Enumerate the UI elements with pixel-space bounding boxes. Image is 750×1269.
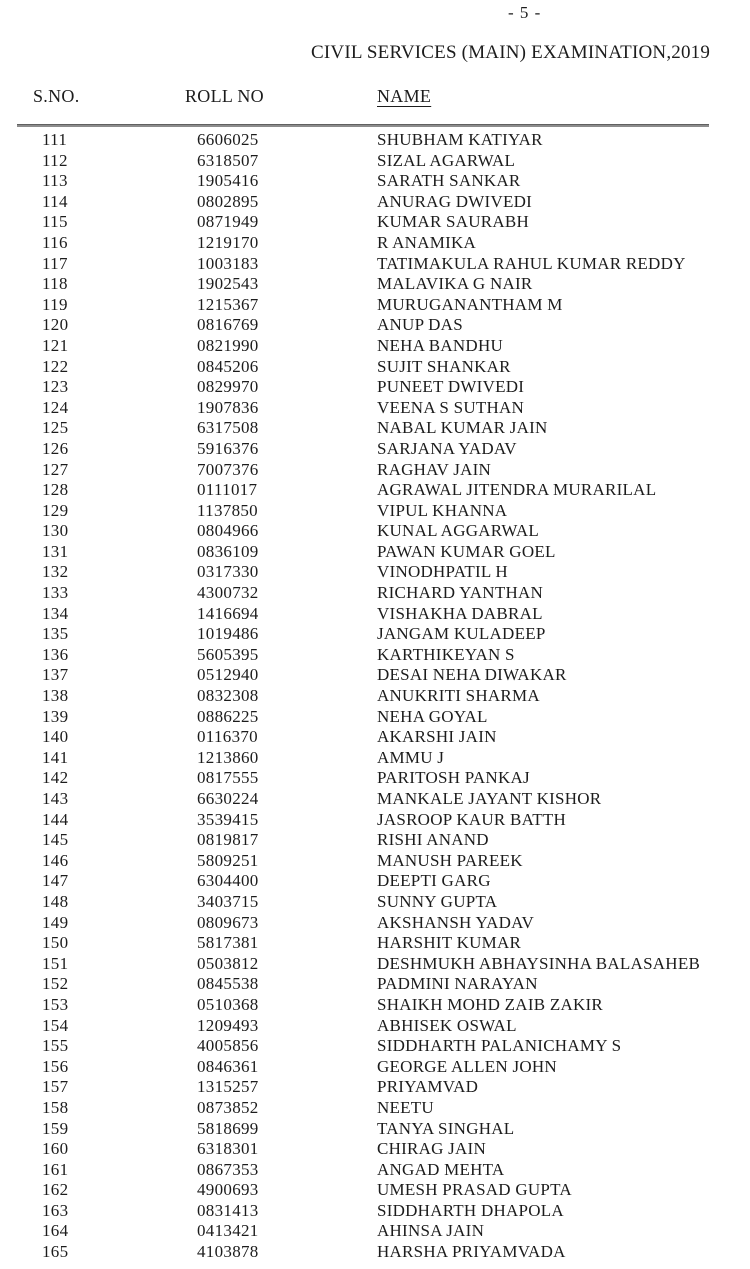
roll-cell: 5916376 (197, 438, 259, 458)
sno-cell: 131 (42, 541, 69, 561)
roll-cell: 0809673 (197, 912, 259, 932)
table-row (0, 171, 750, 192)
roll-cell: 4900693 (197, 1180, 259, 1200)
sno-cell: 137 (42, 665, 69, 685)
table-row (0, 192, 750, 213)
column-header-roll: ROLL NO (185, 86, 264, 106)
table-row (0, 1221, 750, 1242)
sno-cell: 128 (42, 480, 69, 500)
roll-cell: 5817381 (197, 933, 259, 953)
roll-cell: 3539415 (197, 809, 259, 829)
sno-cell: 133 (42, 583, 69, 603)
name-cell: SIDDHARTH PALANICHAMY S (377, 1036, 622, 1056)
name-cell: AMMU J (377, 747, 445, 767)
sno-cell: 160 (42, 1139, 69, 1159)
sno-cell: 136 (42, 644, 69, 664)
name-cell: PARITOSH PANKAJ (377, 768, 530, 788)
name-cell: HARSHIT KUMAR (377, 933, 522, 953)
name-cell: PADMINI NARAYAN (377, 974, 538, 994)
table-row (0, 501, 750, 522)
roll-cell: 0832308 (197, 686, 259, 706)
sno-cell: 164 (42, 1221, 69, 1241)
name-cell: JANGAM KULADEEP (377, 624, 546, 644)
roll-cell: 3403715 (197, 891, 259, 911)
roll-cell: 0816769 (197, 315, 259, 335)
sno-cell: 129 (42, 500, 69, 520)
roll-cell: 5818699 (197, 1118, 259, 1138)
table-row (0, 151, 750, 172)
sno-cell: 157 (42, 1077, 69, 1097)
name-cell: ANGAD MEHTA (377, 1159, 505, 1179)
table-row (0, 954, 750, 975)
sno-cell: 145 (42, 830, 69, 850)
roll-cell: 0111017 (197, 480, 258, 500)
roll-cell: 4103878 (197, 1242, 259, 1262)
sno-cell: 118 (42, 274, 68, 294)
sno-cell: 121 (42, 335, 69, 355)
name-cell: ANUP DAS (377, 315, 463, 335)
table-row (0, 398, 750, 419)
table-row (0, 1098, 750, 1119)
table-row (0, 604, 750, 625)
name-cell: AKSHANSH YADAV (377, 912, 534, 932)
table-row (0, 583, 750, 604)
sno-cell: 159 (42, 1118, 69, 1138)
table-row (0, 1242, 750, 1263)
name-cell: TATIMAKULA RAHUL KUMAR REDDY (377, 253, 686, 273)
table-row (0, 357, 750, 378)
sno-cell: 153 (42, 994, 69, 1014)
sno-cell: 116 (42, 232, 68, 252)
sno-cell: 148 (42, 891, 69, 911)
table-row (0, 274, 750, 295)
name-cell: ABHISEK OSWAL (377, 1015, 517, 1035)
name-cell: SHUBHAM KATIYAR (377, 130, 543, 149)
table-row (0, 974, 750, 995)
name-cell: KUMAR SAURABH (377, 212, 530, 232)
table-row (0, 562, 750, 583)
name-cell: NEHA GOYAL (377, 706, 488, 726)
sno-cell: 117 (42, 253, 68, 273)
name-cell: RAGHAV JAIN (377, 459, 492, 479)
name-cell: DESAI NEHA DIWAKAR (377, 665, 567, 685)
roll-cell: 0804966 (197, 521, 259, 541)
name-cell: PAWAN KUMAR GOEL (377, 541, 556, 561)
sno-cell: 114 (42, 191, 68, 211)
sno-cell: 130 (42, 521, 69, 541)
table-row (0, 933, 750, 954)
name-cell: KUNAL AGGARWAL (377, 521, 540, 541)
column-header-sno: S.NO. (33, 86, 80, 106)
name-cell: MALAVIKA G NAIR (377, 274, 533, 294)
roll-cell: 7007376 (197, 459, 259, 479)
roll-cell: 5605395 (197, 644, 259, 664)
table-row (0, 336, 750, 357)
roll-cell: 1907836 (197, 397, 259, 417)
roll-cell: 6606025 (197, 130, 259, 149)
roll-cell: 1019486 (197, 624, 259, 644)
table-row (0, 1201, 750, 1222)
table-rows (0, 130, 750, 1263)
table-row (0, 130, 750, 151)
table-row (0, 1057, 750, 1078)
table-row (0, 254, 750, 275)
table-row (0, 439, 750, 460)
name-cell: DEEPTI GARG (377, 871, 491, 891)
document-title: CIVIL SERVICES (MAIN) EXAMINATION,2019 (311, 42, 711, 63)
name-cell: AHINSA JAIN (377, 1221, 485, 1241)
roll-cell: 0886225 (197, 706, 259, 726)
sno-cell: 135 (42, 624, 69, 644)
table-row (0, 892, 750, 913)
name-cell: ANURAG DWIVEDI (377, 191, 533, 211)
name-cell: R ANAMIKA (377, 232, 477, 252)
name-cell: NABAL KUMAR JAIN (377, 418, 548, 438)
roll-cell: 1902543 (197, 274, 259, 294)
sno-cell: 134 (42, 603, 69, 623)
table-row (0, 480, 750, 501)
roll-cell: 4300732 (197, 583, 259, 603)
name-cell: SARJANA YADAV (377, 438, 517, 458)
table-row (0, 315, 750, 336)
name-cell: VINODHPATIL H (377, 562, 508, 582)
table-row (0, 727, 750, 748)
table-row (0, 1016, 750, 1037)
roll-cell: 1215367 (197, 294, 259, 314)
name-cell: SUJIT SHANKAR (377, 356, 511, 376)
sno-cell: 156 (42, 1056, 69, 1076)
sno-cell: 138 (42, 686, 69, 706)
roll-cell: 1213860 (197, 747, 259, 767)
table-row (0, 768, 750, 789)
name-cell: UMESH PRASAD GUPTA (377, 1180, 572, 1200)
roll-cell: 1905416 (197, 171, 259, 191)
sno-cell: 151 (42, 953, 69, 973)
table-row (0, 645, 750, 666)
roll-cell: 1219170 (197, 232, 259, 252)
roll-cell: 0512940 (197, 665, 259, 685)
name-cell: TANYA SINGHAL (377, 1118, 515, 1138)
roll-cell: 6304400 (197, 871, 259, 891)
sno-cell: 126 (42, 438, 69, 458)
name-cell: HARSHA PRIYAMVADA (377, 1242, 566, 1262)
roll-cell: 0510368 (197, 994, 259, 1014)
table-row (0, 377, 750, 398)
header-divider-line (17, 124, 709, 127)
sno-cell: 158 (42, 1097, 69, 1117)
sno-cell: 154 (42, 1015, 69, 1035)
table-row (0, 995, 750, 1016)
name-cell: KARTHIKEYAN S (377, 644, 515, 664)
roll-cell: 0873852 (197, 1097, 259, 1117)
name-cell: VIPUL KHANNA (377, 500, 508, 520)
sno-cell: 162 (42, 1180, 69, 1200)
name-cell: MANKALE JAYANT KISHOR (377, 789, 602, 808)
table-row (0, 748, 750, 769)
name-cell: SUNNY GUPTA (377, 891, 498, 911)
table-row (0, 686, 750, 707)
roll-cell: 0413421 (197, 1221, 259, 1241)
sno-cell: 146 (42, 850, 69, 870)
sno-cell: 147 (42, 871, 69, 891)
table-row (0, 1119, 750, 1140)
name-cell: RICHARD YANTHAN (377, 583, 544, 603)
name-cell: MURUGANANTHAM M (377, 294, 563, 314)
name-cell: AKARSHI JAIN (377, 727, 497, 747)
sno-cell: 125 (42, 418, 69, 438)
roll-cell: 1416694 (197, 603, 259, 623)
table-row (0, 851, 750, 872)
table-row (0, 707, 750, 728)
sno-cell: 112 (42, 150, 68, 170)
sno-cell: 142 (42, 768, 69, 788)
table-row (0, 542, 750, 563)
page-number: - 5 - (508, 3, 542, 22)
name-cell: NEETU (377, 1097, 434, 1117)
name-cell: GEORGE ALLEN JOHN (377, 1056, 557, 1076)
roll-cell: 0845206 (197, 356, 259, 376)
name-cell: VISHAKHA DABRAL (377, 603, 543, 623)
table-row (0, 1077, 750, 1098)
table-row (0, 1139, 750, 1160)
name-cell: VEENA S SUTHAN (377, 397, 525, 417)
roll-cell: 5809251 (197, 850, 259, 870)
sno-cell: 132 (42, 562, 69, 582)
name-cell: SARATH SANKAR (377, 171, 521, 191)
name-cell: MANUSH PAREEK (377, 850, 523, 870)
name-cell: PRIYAMVAD (377, 1077, 479, 1097)
sno-cell: 161 (42, 1159, 69, 1179)
table-row (0, 789, 750, 810)
table-row (0, 233, 750, 254)
sno-cell: 119 (42, 294, 68, 314)
name-cell: JASROOP KAUR BATTH (377, 809, 567, 829)
table-row (0, 830, 750, 851)
table-row (0, 913, 750, 934)
sno-cell: 123 (42, 377, 69, 397)
sno-cell: 163 (42, 1200, 69, 1220)
sno-cell: 152 (42, 974, 69, 994)
sno-cell: 120 (42, 315, 69, 335)
name-cell: AGRAWAL JITENDRA MURARILAL (377, 480, 657, 500)
roll-cell: 0317330 (197, 562, 259, 582)
sno-cell: 139 (42, 706, 69, 726)
roll-cell: 6318507 (197, 150, 259, 170)
table-row (0, 1160, 750, 1181)
table-row (0, 871, 750, 892)
table-row (0, 295, 750, 316)
table-row (0, 1036, 750, 1057)
sno-cell: 113 (42, 171, 68, 191)
roll-cell: 1209493 (197, 1015, 259, 1035)
sno-cell: 155 (42, 1036, 69, 1056)
roll-cell: 0871949 (197, 212, 259, 232)
name-cell: CHIRAG JAIN (377, 1139, 486, 1159)
roll-cell: 1003183 (197, 253, 259, 273)
table-row (0, 460, 750, 481)
roll-cell: 1137850 (197, 500, 258, 520)
roll-cell: 0829970 (197, 377, 259, 397)
name-cell: RISHI ANAND (377, 830, 489, 850)
roll-cell: 0819817 (197, 830, 259, 850)
sno-cell: 150 (42, 933, 69, 953)
table-row (0, 521, 750, 542)
sno-cell: 149 (42, 912, 69, 932)
sno-cell: 144 (42, 809, 69, 829)
table-row (0, 810, 750, 831)
table-row (0, 212, 750, 233)
roll-cell: 0867353 (197, 1159, 259, 1179)
roll-cell: 4005856 (197, 1036, 259, 1056)
table-row (0, 665, 750, 686)
table-row (0, 418, 750, 439)
sno-cell: 122 (42, 356, 69, 376)
roll-cell: 0802895 (197, 191, 259, 211)
roll-cell: 0831413 (197, 1200, 259, 1220)
sno-cell: 111 (42, 130, 68, 149)
name-cell: SIZAL AGARWAL (377, 150, 516, 170)
roll-cell: 6317508 (197, 418, 259, 438)
sno-cell: 140 (42, 727, 69, 747)
name-cell: PUNEET DWIVEDI (377, 377, 525, 397)
roll-cell: 1315257 (197, 1077, 259, 1097)
roll-cell: 0116370 (197, 727, 258, 747)
sno-cell: 143 (42, 789, 69, 808)
sno-cell: 141 (42, 747, 69, 767)
name-cell: DESHMUKH ABHAYSINHA BALASAHEB (377, 953, 701, 973)
sno-cell: 115 (42, 212, 68, 232)
table-row (0, 1180, 750, 1201)
roll-cell: 6630224 (197, 789, 259, 808)
roll-cell: 6318301 (197, 1139, 259, 1159)
name-cell: NEHA BANDHU (377, 335, 503, 355)
roll-cell: 0503812 (197, 953, 259, 973)
roll-cell: 0817555 (197, 768, 259, 788)
roll-cell: 0845538 (197, 974, 259, 994)
sno-cell: 124 (42, 397, 69, 417)
name-cell: ANUKRITI SHARMA (377, 686, 540, 706)
roll-cell: 0821990 (197, 335, 259, 355)
sno-cell: 127 (42, 459, 69, 479)
table-row (0, 624, 750, 645)
sno-cell: 165 (42, 1242, 69, 1262)
column-header-name: NAME (377, 86, 432, 106)
roll-cell: 0836109 (197, 541, 259, 561)
name-cell: SHAIKH MOHD ZAIB ZAKIR (377, 994, 604, 1014)
roll-cell: 0846361 (197, 1056, 259, 1076)
name-cell: SIDDHARTH DHAPOLA (377, 1200, 564, 1220)
